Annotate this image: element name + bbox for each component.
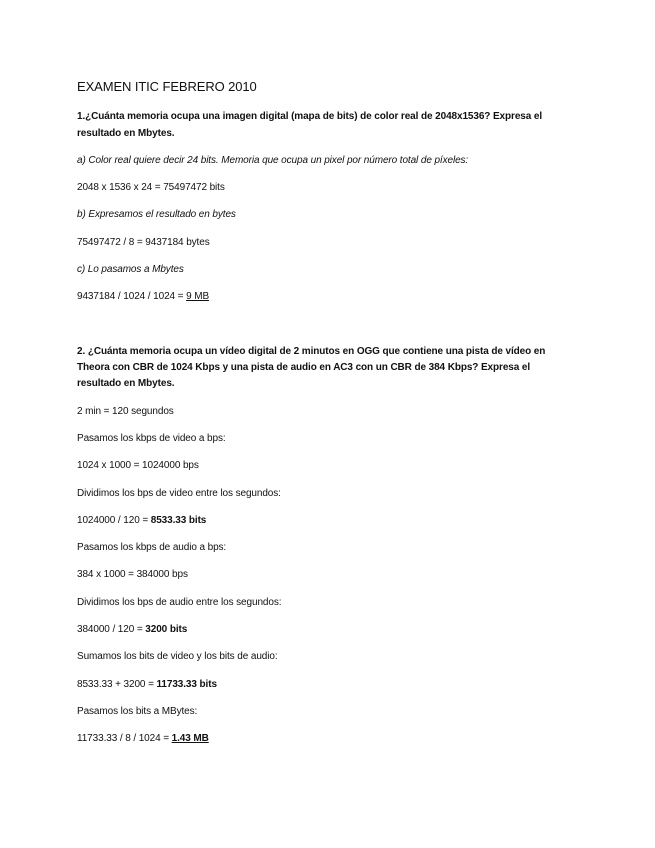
q2-step-9 (77, 623, 187, 636)
question-2-text-d: y una pista de audio en (219, 362, 334, 373)
q1-result: 9 MB (186, 291, 210, 302)
q2-step-5 (77, 514, 206, 527)
question-2-line-2 (77, 361, 530, 374)
q2-step-11-result: 11733.33 bits (156, 679, 217, 690)
question-1-number: 1. (77, 111, 86, 122)
question-2-number: 2. (77, 346, 86, 357)
q2-step-6: Pasamos los kbps de audio a bps: (77, 542, 227, 553)
q1-step-a-calc: 2048 x 1536 x 24 = 75497472 bits (77, 182, 225, 193)
q2-final-result: 1.43 MB (171, 733, 209, 744)
q1-step-a-text: a) Color real quiere decir 24 bits. Memoria que ocupa un pixel por número total de píxeles: (77, 155, 469, 166)
q2-step-4: Dividimos los bps de video entre los segundos: (77, 488, 281, 499)
question-2-duration: 2 minutos (293, 346, 340, 357)
question-1-line-1 (77, 110, 542, 123)
q2-step-12: Pasamos los bits a MBytes: (77, 706, 198, 717)
q2-step-11-expression: 8533.33 + 3200 = (77, 679, 157, 690)
question-1-text-a: ¿Cuánta memoria ocupa una imagen digital (mapa de bits) de color real de (85, 111, 436, 122)
q2-step-13-expression: 11733.33 / 8 / 1024 = (77, 733, 172, 744)
question-2-format: OGG (356, 346, 380, 357)
q2-step-5-expression: 1024000 / 120 = (77, 515, 151, 526)
document-title: EXAMEN ITIC FEBRERO 2010 (77, 79, 257, 94)
q2-step-1: 2 min = 120 segundos (77, 406, 174, 417)
question-2-video-codec: Theora (77, 362, 110, 373)
question-1-line-2: resultado en Mbytes. (77, 128, 175, 139)
question-2-text-h: ? Expresa el (472, 362, 531, 373)
q2-step-2: Pasamos los kbps de video a bps: (77, 433, 226, 444)
q2-step-7: 384 x 1000 = 384000 bps (77, 569, 188, 580)
question-1-resolution: 2048x1536 (435, 111, 485, 122)
question-2-text-b: con (109, 362, 133, 373)
q1-step-c-text: c) Lo pasamos a Mbytes (77, 264, 184, 275)
q1-step-c-expression: 9437184 / 1024 / 1024 = (77, 291, 187, 302)
q2-step-11 (77, 678, 217, 691)
q1-step-c-calc (77, 290, 209, 303)
question-2-line-3: resultado en Mbytes. (77, 378, 175, 389)
question-2-text-f: con un (352, 362, 391, 373)
q1-step-b-text: b) Expresamos el resultado en bytes (77, 209, 236, 220)
q2-step-5-result: 8533.33 bits (150, 515, 207, 526)
question-2-video-bitrate: CBR de 1024 Kbps (132, 362, 220, 373)
question-1-text-c: ? Expresa el (484, 111, 543, 122)
question-2-line-1 (77, 345, 545, 358)
question-2-audio-codec: AC3 (333, 362, 353, 373)
q2-step-13 (77, 732, 209, 745)
q2-step-9-result: 3200 bits (145, 624, 188, 635)
q2-step-8: Dividimos los bps de audio entre los segundos: (77, 597, 282, 608)
question-2-audio-bitrate: CBR de 384 Kbps (390, 362, 473, 373)
question-2-text-c: en (339, 346, 357, 357)
question-2-text-e: que contiene una pista de vídeo en (379, 346, 546, 357)
q2-step-10: Sumamos los bits de video y los bits de audio: (77, 651, 278, 662)
q1-step-b-calc: 75497472 / 8 = 9437184 bytes (77, 237, 210, 248)
q2-step-9-expression: 384000 / 120 = (77, 624, 146, 635)
question-2-text-a: ¿Cuánta memoria ocupa un vídeo digital de (85, 346, 294, 357)
q2-step-3: 1024 x 1000 = 1024000 bps (77, 460, 199, 471)
